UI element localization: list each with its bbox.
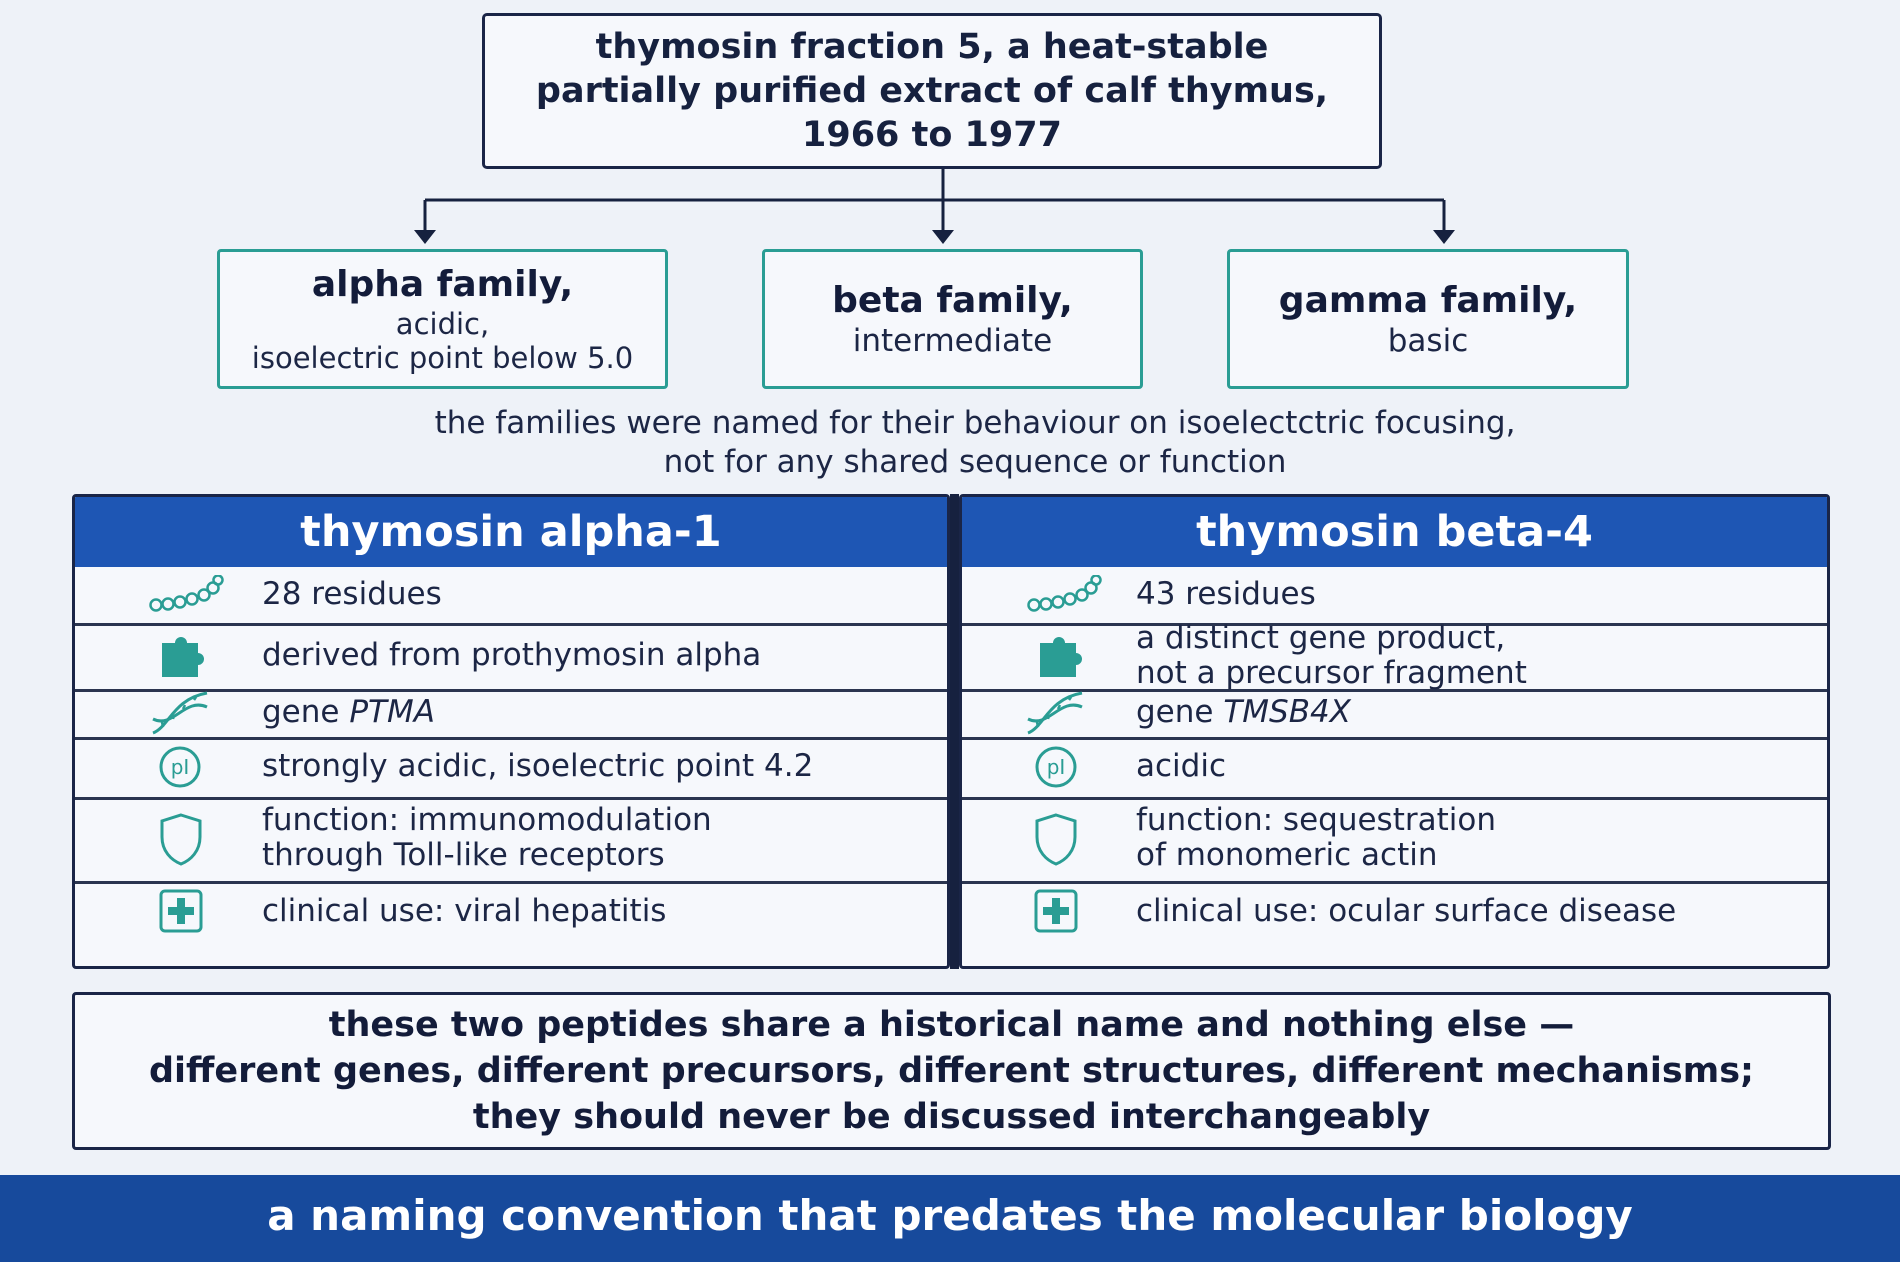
naming-note (300, 404, 1650, 482)
row-text (1136, 621, 1527, 691)
residues-row (962, 567, 1827, 626)
panel-divider (950, 494, 959, 969)
row-line: not a precursor fragment (1136, 655, 1527, 691)
gene-row (75, 689, 947, 740)
pi-icon-label: pI (1046, 755, 1066, 779)
family-subtitle: basic (1387, 322, 1469, 359)
shield-icon (1032, 811, 1080, 867)
residue-chain-icon (147, 571, 227, 619)
medical-cross-icon (1031, 881, 1081, 941)
family-title: beta family, (832, 279, 1073, 321)
gene-symbol: PTMA (349, 694, 435, 730)
gene-prefix: gene (1136, 694, 1224, 730)
row-line: a distinct gene product, (1136, 620, 1506, 656)
row-text: acidic (1136, 748, 1226, 784)
isoelectric-row (962, 737, 1827, 800)
function-row (962, 797, 1827, 884)
alpha-1-panel (72, 494, 950, 969)
family-subtitle: acidic, (395, 307, 490, 341)
row-text: 43 residues (1136, 576, 1316, 612)
row-line: through Toll-like receptors (262, 837, 665, 873)
pi-icon (1032, 744, 1080, 790)
row-line: of monomeric actin (1136, 837, 1438, 873)
residue-chain-icon (1025, 571, 1105, 619)
dna-helix-icon (1022, 689, 1088, 737)
summary-line: different genes, different precursors, different structures, different mechanisms; (148, 1051, 1755, 1091)
row-line: function: sequestration (1136, 802, 1496, 838)
pi-icon-label: pI (170, 755, 190, 779)
root-line: partially purified extract of calf thymus, (535, 71, 1329, 111)
puzzle-piece-icon (1035, 632, 1091, 680)
summary-line: they should never be discussed interchangeably (472, 1097, 1431, 1137)
family-title: alpha family, (311, 264, 574, 305)
row-text (262, 695, 435, 730)
medical-cross-icon (156, 881, 206, 941)
alpha-family-box (217, 249, 668, 389)
family-subtitle: intermediate (852, 322, 1053, 359)
gamma-family-box (1227, 249, 1629, 389)
function-row (75, 797, 947, 884)
note-line: not for any shared sequence or function (663, 444, 1287, 480)
precursor-row (962, 620, 1827, 692)
row-line: function: immunomodulation (262, 802, 712, 838)
row-text: clinical use: viral hepatitis (262, 893, 667, 929)
puzzle-piece-icon (157, 632, 213, 680)
row-text (1136, 695, 1351, 730)
beta-family-box (762, 249, 1143, 389)
root-line: 1966 to 1977 (802, 115, 1062, 155)
shield-icon (157, 811, 205, 867)
footer-text: a naming convention that predates the molecular biology (267, 1191, 1633, 1240)
root-line: thymosin fraction 5, a heat-stable (595, 27, 1269, 67)
row-text: derived from prothymosin alpha (262, 637, 762, 673)
row-text: strongly acidic, isoelectric point 4.2 (262, 748, 814, 784)
panel-title: thymosin beta-4 (962, 497, 1827, 567)
root-box (482, 13, 1382, 169)
beta-4-panel (959, 494, 1830, 969)
row-text (1136, 803, 1496, 873)
footer-banner (0, 1175, 1900, 1262)
gene-prefix: gene (262, 694, 350, 730)
row-text (262, 803, 712, 873)
clinical-use-row (962, 881, 1827, 969)
family-subtitle: isoelectric point below 5.0 (251, 341, 634, 375)
panel-title: thymosin alpha-1 (75, 497, 947, 567)
residues-row (75, 567, 947, 626)
summary-box (72, 992, 1831, 1150)
clinical-use-row (75, 881, 947, 969)
family-title: gamma family, (1278, 279, 1578, 321)
gene-row (962, 689, 1827, 740)
pi-icon (156, 744, 204, 790)
isoelectric-row (75, 737, 947, 800)
dna-helix-icon (147, 689, 213, 737)
note-line: the families were named for their behaviour on isoelectctric focusing, (434, 405, 1516, 441)
gene-symbol: TMSB4X (1223, 694, 1351, 730)
precursor-row (75, 623, 947, 692)
summary-line: these two peptides share a historical name and nothing else — (328, 1005, 1575, 1045)
row-text: clinical use: ocular surface disease (1136, 893, 1677, 929)
row-text: 28 residues (262, 576, 442, 612)
